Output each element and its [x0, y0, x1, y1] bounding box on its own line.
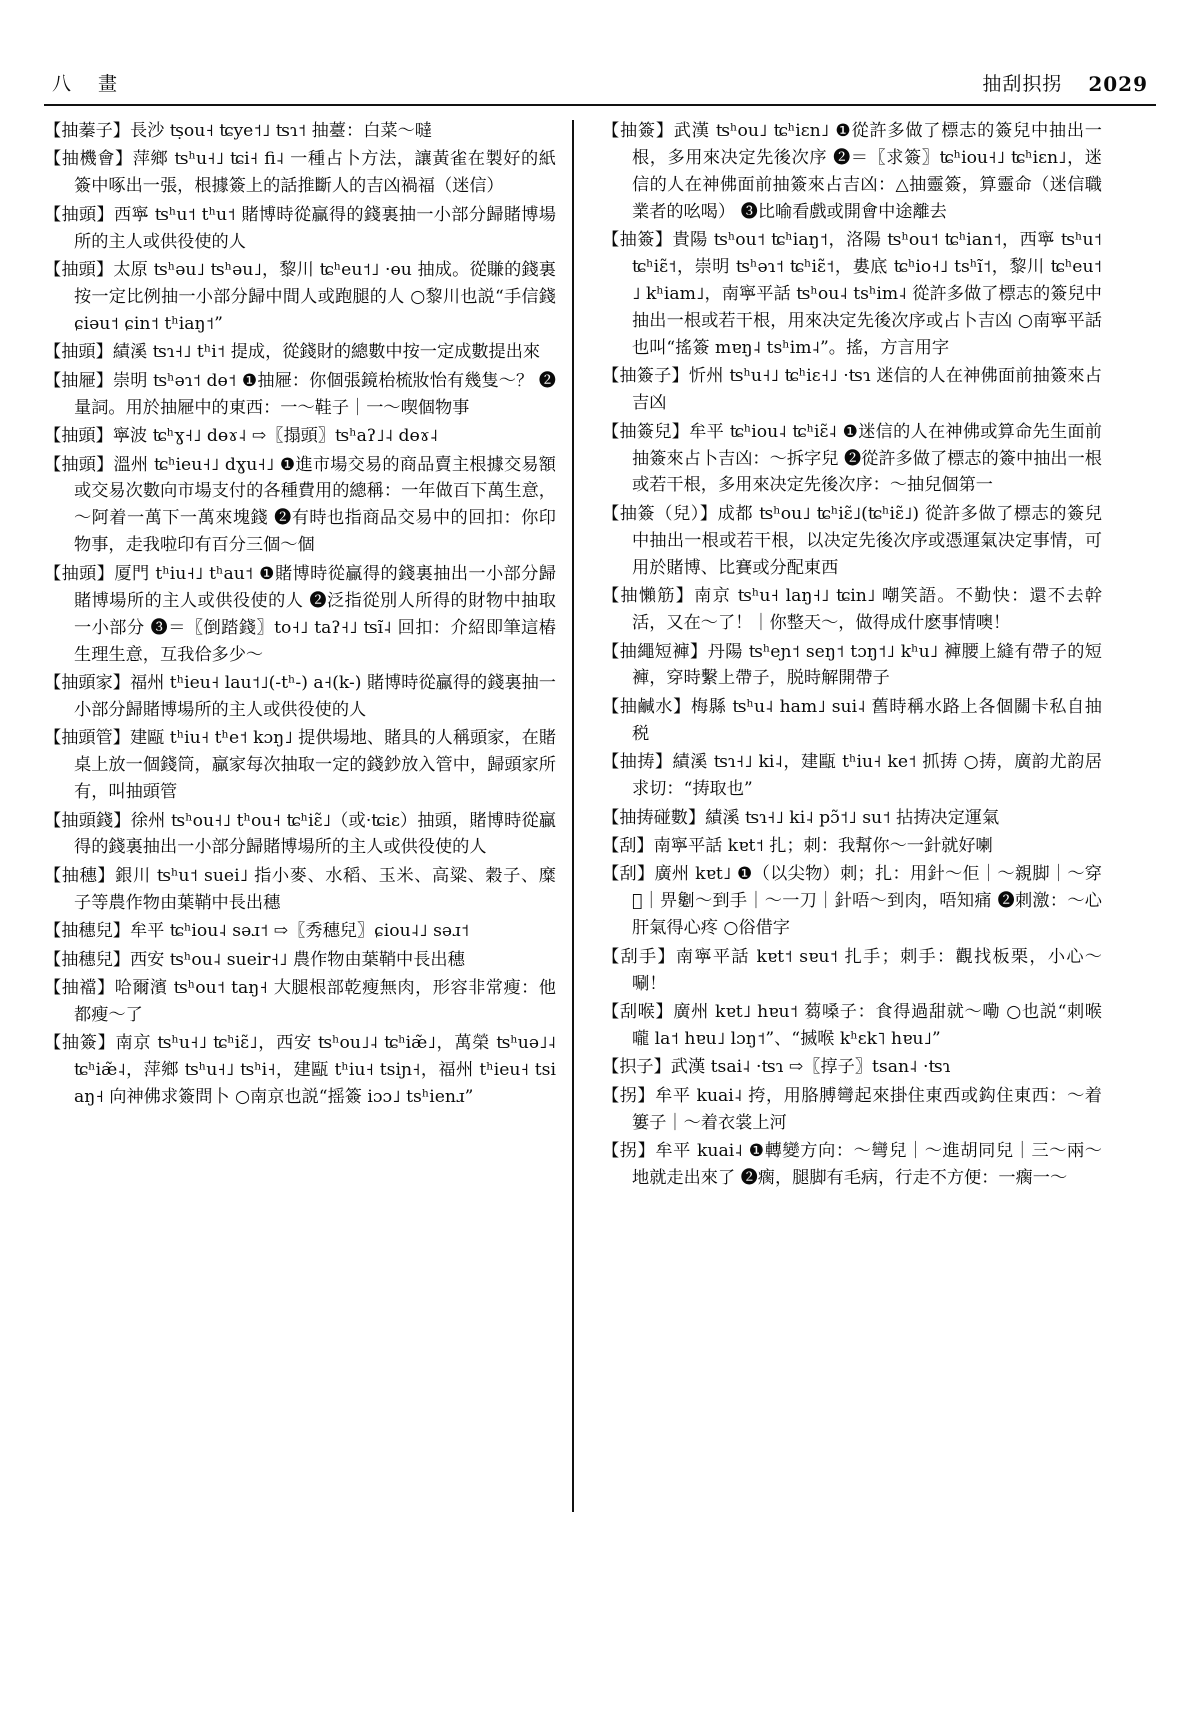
radical-label: 八 [52, 73, 73, 95]
entry: 【抽簽】貴陽 ʦʰou˦ ʨʰiaŋ˦，洛陽 ʦʰou˦ ʨʰian˦，西寧 ʦʰu˦ ʨʰiɛ̃˦，崇明 ʦʰəɿ˦ ʨʰiɛ̃˦，婁底 ʨʰio˧˩ tsʰĩ˦，黎川 ʨʰeu˦˩ kʰiam˩，南寧平話 ʦʰou˨ tsʰim˨ 從許多做了標志的簽兒中抽出一根或若干根，用來决定先後次序或占卜吉凶 ○南寧平話也叫“搖簽 mɐŋ˨ tsʰim˨”。搖，方言用字 [602, 230, 1102, 358]
stroke-label: 畫 [98, 73, 119, 95]
entry: 【抽頭】厦門 tʰiu˧˩ tʰau˦ ❶賭博時從贏得的錢裏抽出一小部分歸賭博場所的主人或供役使的人 ❷泛指從別人所得的財物中抽取一小部分 ❸＝〖倒踏錢〗to˧˩ taʔ˧˩ ʦĩ˨ 回扣：介紹即筆這樁生理生意，互我佮多少～ [44, 563, 556, 665]
entry: 【抽𢭏碰數】績溪 ʦɿ˧˩ ki˨ pɔ̃˦˩ su˦ 拈𢭏决定運氣 [602, 807, 1000, 828]
entry: 【拐】牟平 kuai˨ ❶轉變方向：～彎兒｜～進胡同兒｜三～兩～地就走出來了 ❷瘸，腿脚有毛病，行走不方便：一瘸一～ [602, 1141, 1102, 1189]
entry: 【刮手】南寧平話 kɐt˦ sɐu˦ 扎手；刺手：觀找板栗，小心～唰！ [602, 946, 1102, 994]
running-head-right [982, 69, 1148, 96]
entry: 【拐】牟平 kuai˨ 挎，用胳膊彎起來掛住東西或鈎住東西：～着簍子｜～着衣裳上河 [602, 1085, 1102, 1133]
entry: 【抽穗兒】西安 ʦʰou˨ sueir˧˩ 農作物由葉鞘中長出穗 [44, 949, 465, 970]
headword-range: 抽刮抧拐 [982, 73, 1063, 95]
entry: 【抽穗兒】牟平 ʨʰiou˨ səɹ˦ ⇨〖秀穗兒〗ɕiou˨˩ səɹ˦ [44, 921, 470, 942]
page-number: 2029 [1088, 72, 1148, 96]
entry: 【抽襠】哈爾濱 ʦʰou˦ taŋ˧ 大腿根部乾瘦無肉，形容非常瘦：他都瘦～了 [44, 978, 556, 1025]
entry: 【抽頭】太原 ʦʰəu˩ ʦʰəu˩，黎川 ʨʰeu˦˩ ·ɵu 抽成。從賺的錢裏按一定比例抽一小部分歸中間人或跑腿的人 ○黎川也説“手信錢 ɕiəu˦ ɕin˦ tʰiaŋ˦” [44, 260, 556, 334]
entry: 【抽簽】南京 ʦʰu˧˩ ʨʰiɛ̃˩，西安 ʦʰou˩˨ ʨʰiæ̃˩，萬榮 ʦʰuə˩˨ ʨʰiæ̃˨，萍鄉 ʦʰu˧˩ ʦʰi˧，建甌 tʰiu˧ tsiɲ˧，福州 tʰieu˧ tsiaŋ˧ 向神佛求簽問卜 ○南京也説“摇簽 iɔɔ˩ tsʰienɹ” [44, 1033, 556, 1108]
entry: 【抽頭錢】徐州 ʦʰou˧˩ tʰou˧ ʨʰiɛ̃˩（或·ʨiɛ）抽頭，賭博時從贏得的錢裏抽出一小部分歸賭博場所的主人或供役使的人 [44, 810, 556, 858]
entry: 【抽頭管】建甌 tʰiu˧ tʰe˦ kɔŋ˩ 提供場地、賭具的人稱頭家，在賭桌上放一個錢筒，贏家每次抽取一定的錢鈔放入管中，歸頭家所有，叫抽頭管 [44, 728, 556, 803]
column-left [44, 118, 572, 1678]
header-rule [44, 104, 1156, 106]
entry: 【抽𢭏】績溪 ʦɿ˧˩ ki˨，建甌 tʰiu˧ ke˦ 抓𢭏 ○𢭏，廣韵尤韵居求切：“𢭏取也” [602, 752, 1102, 800]
entry: 【抽蓁子】長沙 ʦ̣ou˧ ʨye˦˩ ʦɿ˦ 抽薹：白菜～噠 [44, 121, 432, 141]
entry: 【抽簽】武漢 ʦʰou˩ ʨʰiɛn˩ ❶從許多做了標志的簽兒中抽出一根，多用來决定先後次序 ❷＝〖求簽〗ʨʰiou˧˩ ʨʰiɛn˩，迷信的人在神佛面前抽簽來占吉凶：△抽靈簽，算靈命（迷信職業者的吆喝） ❸比喻看戲或開會中途離去 [602, 121, 1102, 222]
entry: 【刮】南寧平話 kɐt˦ 扎；刺：我幫你～一針就好喇 [602, 835, 993, 856]
entry: 【抽懶筋】南京 ʦʰu˧ laŋ˧˩ ʨin˩ 嘲笑語。不勤快：還不去幹活，又在～了！｜你整天～，做得成什麽事情噢！ [602, 586, 1102, 634]
entry: 【抽屜】崇明 ʦʰəɿ˦ dɵ˦ ❶抽屜：你個張鏡枱梳妝怡有幾隻～？ ❷量詞。用於抽屜中的東西：一～鞋子｜一～喫個物事 [44, 370, 556, 418]
entry: 【刮喉】廣州 kɐt˩ hɐu˦ 蒭嗓子：食得過甜就～嘞 ○也説“刺喉嚨 la˦ hɐu˩ lɔŋ˦”、“搣喉 kʰɛk˥ hɐu˩” [602, 1002, 1102, 1049]
entry: 【抽繩短褲】丹陽 ʦʰeɲ˦ seŋ˦ tɔŋ˦˩ kʰu˩ 褲腰上縫有帶子的短褲，穿時繫上帶子，脱時解開帶子 [602, 641, 1102, 689]
running-head [52, 56, 1148, 96]
body-columns [44, 118, 1156, 1678]
entry: 【抽頭】寧波 ʨʰɣ˧˩ dɵɤ˨ ⇨〖搨頭〗ʦʰaʔ˩˨ dɵɤ˨ [44, 426, 439, 447]
entry: 【抽穗】銀川 ʦʰu˦ suei˩ 指小麥、水稻、玉米、高粱、穀子、糜子等農作物由葉鞘中長出穗 [44, 865, 556, 913]
entry: 【抽頭家】福州 tʰieu˧ lau˦˩(-tʰ-) a˧(k-) 賭博時從贏得的錢裏抽一小部分歸賭博場所的主人或供役使的人 [44, 672, 556, 720]
column-right [574, 118, 1102, 1678]
entry: 【抽簽兒】牟平 ʨʰiou˨ ʨʰiɛ̃˨ ❶迷信的人在神佛或算命先生面前抽簽來占卜吉凶：～拆字兒 ❷從許多做了標志的簽中抽出一根或若干根，多用來决定先後次序：～抽兒個第一 [602, 421, 1102, 496]
running-head-left [52, 69, 118, 96]
entry: 【抽簽（兒）】成都 ʦʰou˩ ʨʰiɛ̃˩(ʨʰiɛ̃˩) 從許多做了標志的簽兒中抽出一根或若干根，以决定先後次序或憑運氣决定事情，可用於賭博、比賽或分配東西 [602, 503, 1102, 578]
entry: 【抽鹹水】梅縣 ʦʰu˨ ham˩ sui˨ 舊時稱水路上各個關卡私自抽税 [602, 696, 1102, 744]
entry: 【抽簽子】忻州 ʦʰu˧˩ ʨʰiɛ˧˩ ·ʦɿ 迷信的人在神佛面前抽簽來占吉凶 [602, 366, 1102, 414]
entry: 【抧子】武漢 tsai˨ ·ʦɿ ⇨〖㨃子〗tsan˨ ·ʦɿ [602, 1057, 951, 1078]
entry: 【抽機會】萍鄉 ʦʰu˧˩ ʨi˧ fi˨ 一種占卜方法，讓黃雀在製好的紙簽中啄出一張，根據簽上的話推斷人的吉凶禍福（迷信） [44, 149, 556, 197]
entry: 【刮】廣州 kɐt˩ ❶（以尖物）刺；扎：用針～佢｜～親脚｜～穿𨂔｜畀劖～到手｜～一刀｜針唔～到肉，唔知痛 ❷刺激：～心肝氣得心疼 ○俗借字 [602, 864, 1102, 939]
entry: 【抽頭】溫州 ʨʰieu˧˩ dɣu˧˩ ❶進市場交易的商品賣主根據交易額或交易次數向市場支付的各種費用的總稱：一年做百下萬生意，～阿着一萬下一萬來塊錢 ❷有時也指商品交易中的回扣：你印物事，走我啦印有百分三個～個 [44, 454, 556, 556]
entry: 【抽頭】西寧 ʦʰu˦ tʰu˦ 賭博時從贏得的錢裏抽一小部分歸賭博場所的主人或供役使的人 [44, 204, 556, 252]
entry: 【抽頭】績溪 ʦɿ˧˩ tʰi˦ 提成，從錢財的總數中按一定成數提出來 [44, 342, 541, 363]
